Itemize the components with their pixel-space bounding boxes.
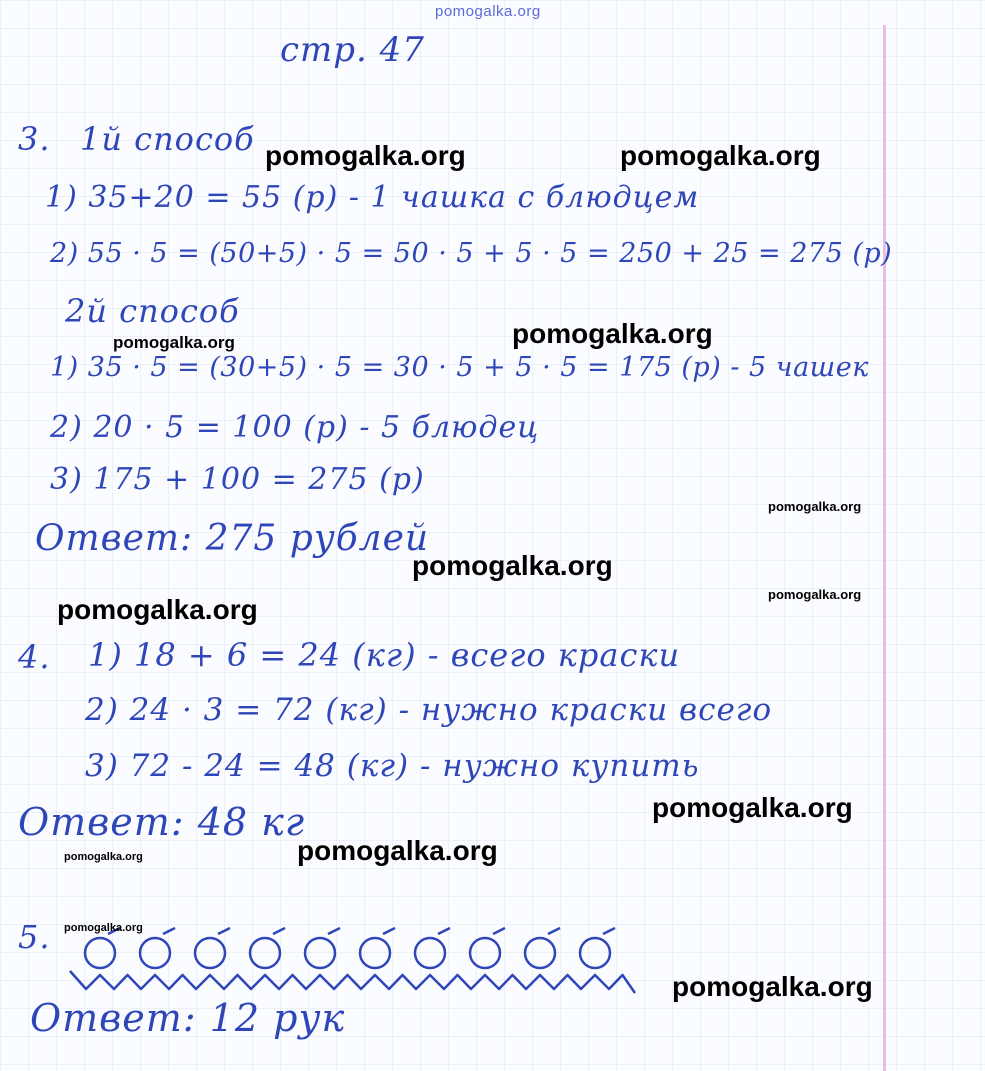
watermark: pomogalka.org [435,3,541,20]
page-header: стр. 47 [280,30,425,70]
circle-head [85,938,115,968]
task4-line2: 2) 24 · 3 = 72 (кг) - нужно краски всего [85,692,773,728]
circle-tick [163,928,175,934]
margin-line [883,25,886,1071]
watermark: pomogalka.org [412,550,613,581]
circle-head [250,938,280,968]
watermark: pomogalka.org [620,140,821,171]
task3-method1-line1: 1) 35+20 = 55 (р) - 1 чашка с блюдцем [45,180,700,215]
task3-method1-line2: 2) 55 · 5 = (50+5) · 5 = 50 · 5 + 5 · 5 = 250 + 25 = 275 (р) [50,238,893,269]
task3-number: 3. [18,120,51,158]
watermark: pomogalka.org [652,792,853,823]
hands-zigzag [70,971,635,993]
watermark: pomogalka.org [113,333,235,352]
watermark: pomogalka.org [768,499,862,514]
task3-method1-title: 1й способ [80,120,255,158]
task3-method2-line3: 3) 175 + 100 = 275 (р) [50,462,425,497]
circle-head [525,938,555,968]
circle-tick [383,928,395,934]
task3-method2-title: 2й способ [65,292,240,330]
circle-tick [273,928,285,934]
watermark: pomogalka.org [57,594,258,625]
task4-line1: 1) 18 + 6 = 24 (кг) - всего краски [88,636,681,674]
task4-line3: 3) 72 - 24 = 48 (кг) - нужно купить [85,748,700,784]
watermark: pomogalka.org [512,318,713,349]
circles-chain-drawing [60,925,650,995]
circle-tick [493,928,505,934]
circle-head [360,938,390,968]
watermark: pomogalka.org [265,140,466,171]
task5-number: 5. [18,918,51,956]
task4-answer: Ответ: 48 кг [18,800,306,844]
circle-head [415,938,445,968]
circle-tick [328,928,340,934]
task3-answer: Ответ: 275 рублей [35,518,430,559]
circle-head [195,938,225,968]
circle-tick [438,928,450,934]
watermark: pomogalka.org [297,835,498,866]
watermark: pomogalka.org [672,971,873,1002]
watermark: pomogalka.org [768,587,862,602]
task3-method2-line2: 2) 20 · 5 = 100 (р) - 5 блюдец [50,410,540,445]
circle-head [305,938,335,968]
circle-tick [603,928,615,934]
circle-tick [218,928,230,934]
task4-number: 4. [18,638,51,676]
task3-method2-line1: 1) 35 · 5 = (30+5) · 5 = 30 · 5 + 5 · 5 = 175 (р) - 5 чашек [50,352,869,383]
watermark: pomogalka.org [64,922,143,934]
circle-head [140,938,170,968]
circle-head [470,938,500,968]
task5-answer: Ответ: 12 рук [30,996,346,1040]
circle-head [580,938,610,968]
watermark: pomogalka.org [64,851,143,863]
circle-tick [548,928,560,934]
